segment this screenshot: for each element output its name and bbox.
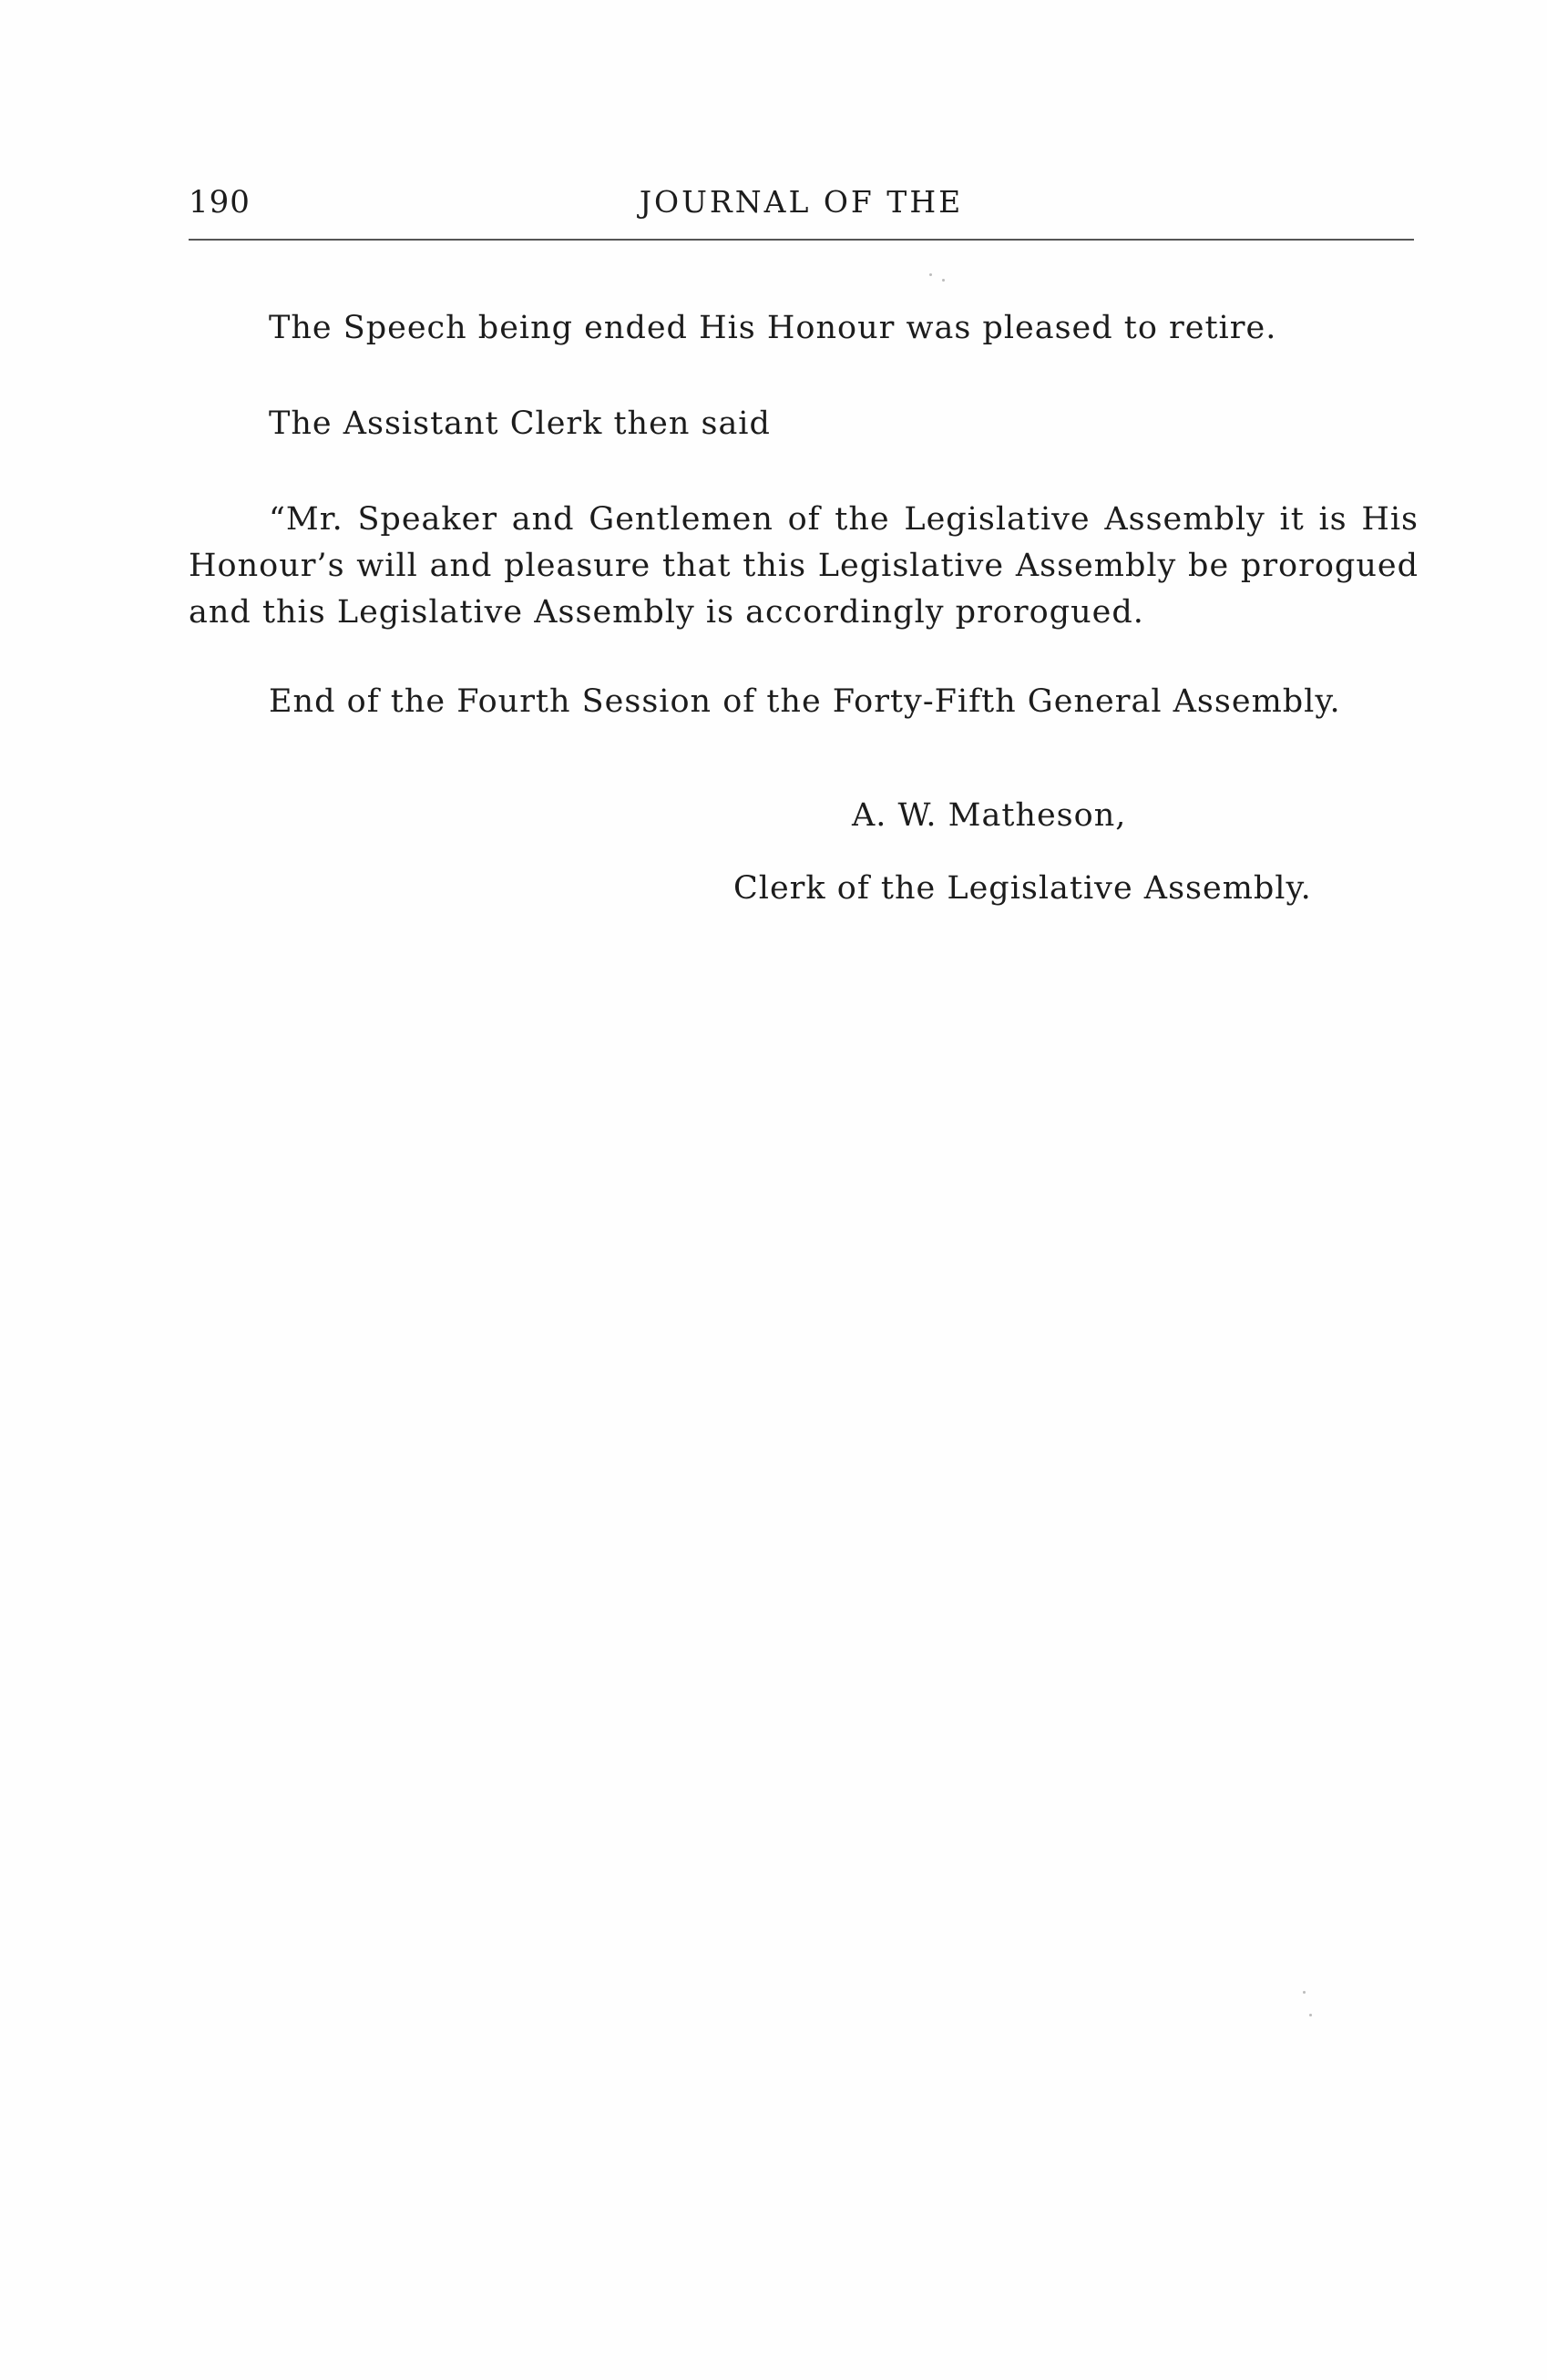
signatory-title: Clerk of the Legislative Assembly.: [733, 870, 1312, 907]
page-number: 190: [189, 184, 251, 221]
paragraph-speech-ended: The Speech being ended His Honour was pleased to retire.: [269, 310, 1277, 346]
paper-speck: [1309, 2014, 1312, 2016]
page-header: [189, 180, 1414, 235]
paragraph-assistant-clerk: The Assistant Clerk then said: [269, 405, 771, 442]
paper-speck: [942, 279, 945, 282]
paragraph-end-of-session: End of the Fourth Session of the Forty-Fifth General Assembly.: [269, 683, 1341, 720]
signatory-name: A. W. Matheson,: [852, 797, 1127, 834]
paper-speck: [1303, 1991, 1306, 1994]
running-title: JOURNAL OF THE: [639, 184, 964, 220]
paper-speck: [929, 273, 932, 276]
header-rule: [189, 239, 1414, 241]
paragraph-prorogation-quote: “Mr. Speaker and Gentlemen of the Legislative Assembly it is His Honour’s will and pleasure that this Legislative Assembly be prorogued and this Legislative Assembly is accordingly prorogued.: [189, 501, 1419, 631]
